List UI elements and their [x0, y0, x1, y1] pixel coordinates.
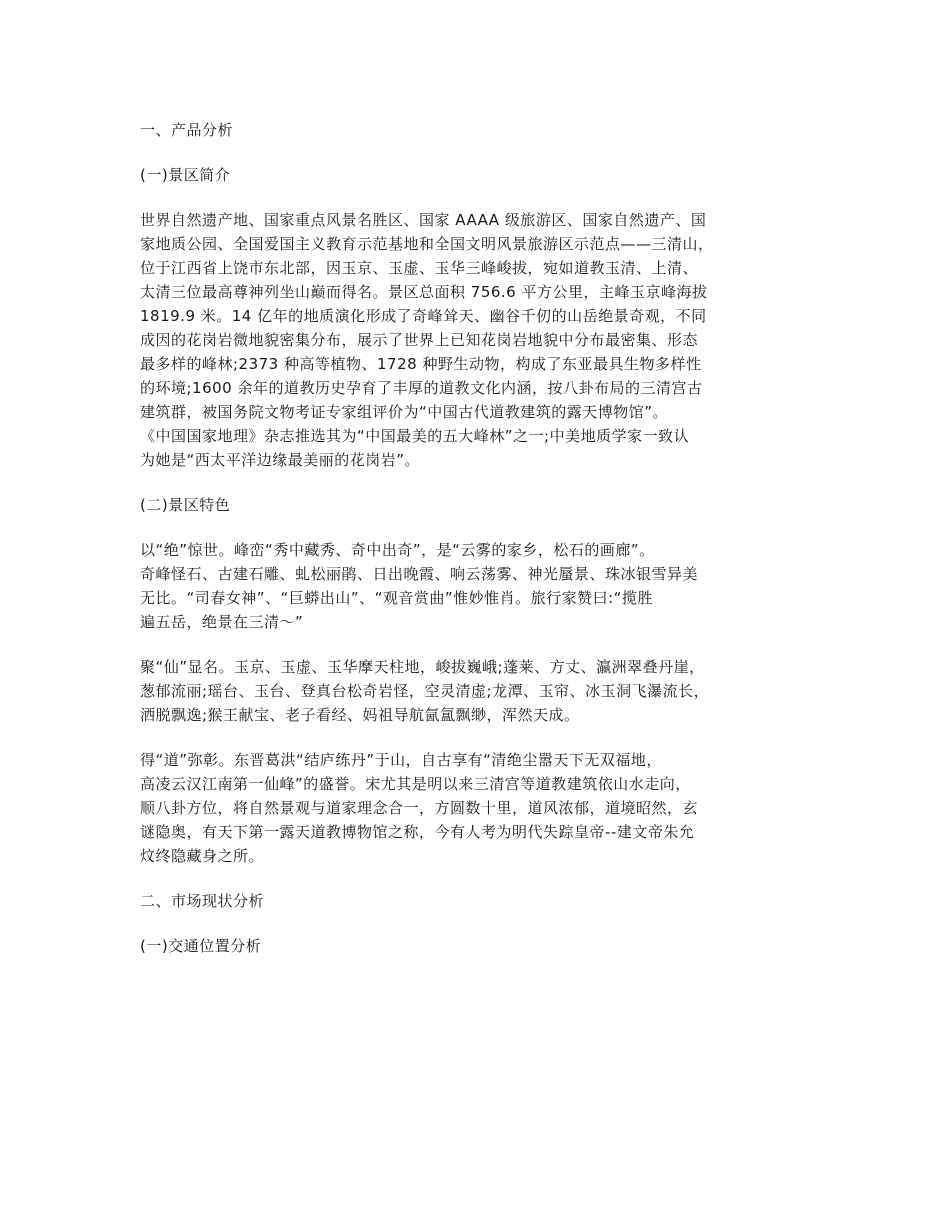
paragraph-feature-jue: [140, 538, 820, 634]
text-line: 成因的花岗岩微地貌密集分布，展示了世界上已知花岗岩地貌中分布最密集、形态: [140, 331, 699, 349]
document-page: [140, 118, 820, 979]
text-line: 位于江西省上饶市东北部，因玉京、玉虚、玉华三峰峻拔，宛如道教玉清、上清、: [140, 259, 699, 277]
text-line: 1819.9 米。14 亿年的地质演化形成了奇峰耸天、幽谷千仞的山岳绝景奇观，不同: [140, 307, 707, 325]
paragraph-scenic-intro: [140, 208, 820, 472]
text-line: 奇峰怪石、古建石雕、虬松丽鹃、日出晚霞、响云荡雾、神光蜃景、珠冰银雪异美: [140, 565, 699, 583]
text-line: 葱郁流丽;瑶台、玉台、登真台松奇岩怪，空灵清虚;龙潭、玉帘、冰玉洞飞瀑流长，: [140, 682, 710, 700]
text-line: 太清三位最高尊神列坐山巅而得名。景区总面积 756.6 平方公里，主峰玉京峰海拔: [140, 283, 708, 301]
text-line: 以“绝”惊世。峰峦“秀中藏秀、奇中出奇”，是“云雾的家乡，松石的画廊”。: [140, 541, 655, 559]
section-heading-market-analysis: 二、市场现状分析: [140, 892, 265, 910]
text-line: 世界自然遗产地、国家重点风景名胜区、国家 AAAA 级旅游区、国家自然遗产、国: [140, 211, 707, 229]
text-line: 炆终隐藏身之所。: [140, 847, 265, 865]
text-line: 高凌云汉江南第一仙峰”的盛誉。宋尤其是明以来三清宫等道教建筑依山水走向，: [140, 775, 691, 793]
text-line: 的环境;1600 余年的道教历史孕育了丰厚的道教文化内涵，按八卦布局的三清宫古: [140, 379, 703, 397]
text-line: 洒脱飘逸;猴王献宝、老子看经、妈祖导航氤氲飘缈，浑然天成。: [140, 706, 580, 724]
text-line: 顺八卦方位，将自然景观与道家理念合一，方圆数十里，道风浓郁，道境昭然，玄: [140, 799, 699, 817]
text-line: 聚“仙”显名。玉京、玉虚、玉华摩天柱地，峻拔巍峨;蓬莱、方丈、瀛洲翠叠丹崖，: [140, 658, 705, 676]
paragraph-feature-xian: [140, 655, 820, 727]
section-heading-product-analysis: 一、产品分析: [140, 121, 234, 139]
text-line: 谜隐奥，有天下第一露天道教博物馆之称，今有人考为明代失踪皇帝--建文帝朱允: [140, 823, 695, 841]
subheading-scenic-intro: (一)景区简介: [140, 166, 231, 184]
text-line: 遍五岳，绝景在三清～”: [140, 613, 304, 631]
text-line: 最多样的峰林;2373 种高等植物、1728 种野生动物，构成了东亚最具生物多样性: [140, 355, 702, 373]
text-line: 建筑群，被国务院文物考证专家组评价为“中国古代道教建筑的露天博物馆”。: [140, 403, 669, 421]
text-line: 为她是“西太平洋边缘最美丽的花岗岩”。: [140, 451, 421, 469]
text-line: 无比。“司春女神”、“巨蟒出山”、“观音赏曲”惟妙惟肖。旅行家赞曰:“揽胜: [140, 589, 653, 607]
paragraph-feature-dao: [140, 748, 820, 868]
text-line: 《中国国家地理》杂志推选其为“中国最美的五大峰林”之一;中美地质学家一致认: [140, 427, 690, 445]
text-line: 得“道”弥彰。东晋葛洪“结庐练丹”于山，自古享有“清绝尘嚣天下无双福地，: [140, 751, 662, 769]
subheading-transport-location: (一)交通位置分析: [140, 937, 262, 955]
text-line: 家地质公园、全国爱国主义教育示范基地和全国文明风景旅游区示范点——三清山，: [140, 235, 714, 253]
subheading-scenic-features: (二)景区特色: [140, 496, 231, 514]
